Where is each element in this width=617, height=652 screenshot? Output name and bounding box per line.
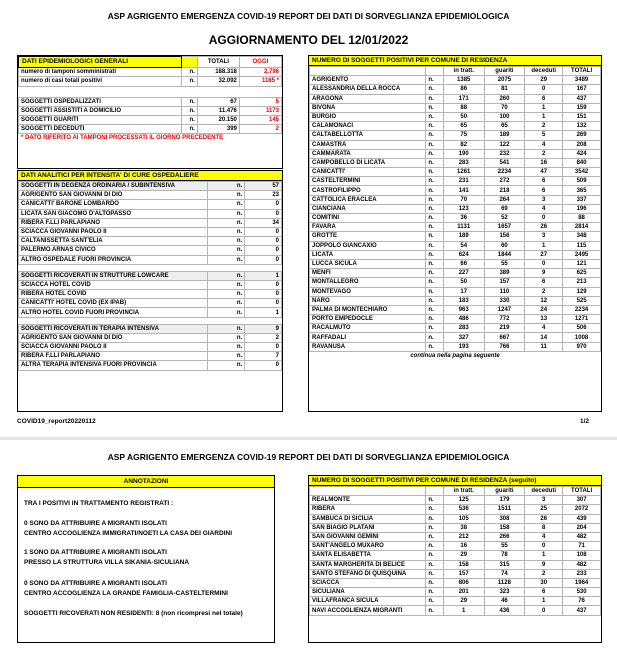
col-totali: TOTALI: [563, 487, 601, 496]
comune-row: MONTALLEGRO n. 50 157 6 213: [310, 278, 601, 287]
report-header-2: ASP AGRIGENTO EMERGENZA COVID-19 REPORT DEI DATI DI SORVEGLIANZA EPIDEMIOLOGICA: [107, 452, 510, 462]
col-totali: TOTALI: [197, 57, 239, 68]
col-in-tratt: in tratt.: [443, 487, 484, 496]
col-totali: TOTALI: [563, 67, 601, 76]
hospital-row: CALTANISSETTA SANT'ELIA n. 0: [19, 237, 282, 246]
comune-row: CASTELTERMINI n. 231 272 6 509: [310, 177, 601, 186]
general-data-title: DATI EPIDEMIOLOGICI GENERALI: [19, 57, 182, 68]
comune-row: BURGIO n. 50 100 1 151: [310, 112, 601, 121]
annotation-line: PRESSO LA STRUTTURA VILLA SIKANIA-SICULIANA: [24, 559, 190, 566]
comune-row: RIBERA n. 536 1511 25 2072: [310, 505, 601, 514]
comuni-title: NUMERO DI SOGGETTI POSITIVI PER COMUNE DI RESIDENZA: [309, 56, 601, 66]
hospital-row: RIBERA HOTEL COVID n. 0: [19, 290, 282, 299]
comune-row: GROTTE n. 189 156 3 348: [310, 232, 601, 241]
general-data-panel: [17, 55, 283, 169]
col-in-tratt: in tratt.: [443, 67, 484, 76]
hospital-row: CANICATTI' HOTEL COVID (EX IPAB) n. 0: [19, 299, 282, 308]
comune-row: CALAMONACI n. 65 65 2 132: [310, 122, 601, 131]
footer-report-id: COVID19_report20220112: [17, 418, 96, 425]
comune-row: SAN BIAGIO PLATANI n. 38 158 8 204: [310, 523, 601, 532]
comune-row: RAFFADALI n. 327 667 14 1008: [310, 333, 601, 342]
annotation-line: CENTRO ACCOGLIENZA IMMIGRATI/NOETI LA CASA DEI GIARDINI: [24, 530, 232, 537]
comune-row: SAN GIOVANNI GEMINI n. 212 266 4 482: [310, 532, 601, 541]
comune-row: SANTA MARGHERITA DI BELICE n. 158 315 9 482: [310, 560, 601, 569]
comune-row: LUCCA SICULA n. 66 55 0 121: [310, 259, 601, 268]
comune-row: SANTA ELISABETTA n. 29 78 1 108: [310, 551, 601, 560]
hospital-title: DATI ANALITICI PER INTENSITA' DI CURE OSPEDALIERE: [18, 171, 282, 181]
comune-row: CASTROFILIPPO n. 141 218 6 365: [310, 186, 601, 195]
annotations-title: ANNOTAZIONI: [18, 476, 274, 488]
hospital-section-header: SOGGETTI RICOVERATI IN STRUTTURE LOWCARE n. 1: [19, 271, 282, 280]
comune-row: LICATA n. 624 1844 27 2495: [310, 250, 601, 259]
hospital-row: RIBERA F.LLI PARLAPIANO n. 7: [19, 352, 282, 361]
comune-row: CANICATTI' n. 1261 2234 47 3542: [310, 168, 601, 177]
comune-row: FAVARA n. 1131 1657 26 2814: [310, 223, 601, 232]
report-header: ASP AGRIGENTO EMERGENZA COVID-19 REPORT DEI DATI DI SORVEGLIANZA EPIDEMIOLOGICA: [107, 11, 510, 21]
hospital-row: LICATA SAN GIACOMO D'ALTOPASSO n. 0: [19, 209, 282, 218]
comuni2-panel: [308, 475, 602, 643]
comuni-panel: [308, 55, 602, 412]
general-row: SOGGETTI GUARITI n. 20.150 145: [19, 115, 282, 124]
hospital-row: ALTRO HOTEL COVID FUORI PROVINCIA n. 1: [19, 308, 282, 317]
hospital-row: SCIACCA GIOVANNI PAOLO II n. 0: [19, 343, 282, 352]
general-note: * DATO RIFERITO AI TAMPONI PROCESSATI IL GIORNO PRECEDENTE: [21, 135, 224, 142]
comune-row: SICULIANA n. 201 323 6 530: [310, 588, 601, 597]
comune-row: SANT'ANGELO MUXARO n. 16 55 0 71: [310, 542, 601, 551]
col-deceduti: deceduti: [525, 487, 563, 496]
annotation-line: 0 SONO DA ATTRIBUIRE A MIGRANTI ISOLATI: [24, 520, 167, 527]
hospital-row: SCIACCA HOTEL COVID n. 0: [19, 280, 282, 289]
comune-row: SCIACCA n. 806 1128 30 1964: [310, 578, 601, 587]
comune-row: COMITINI n. 36 52 0 88: [310, 214, 601, 223]
comune-row: CAMMARATA n. 190 232 2 424: [310, 149, 601, 158]
comune-row: CALTABELLOTTA n. 75 189 5 269: [310, 131, 601, 140]
comune-row: CAMPOBELLO DI LICATA n. 283 541 16 840: [310, 158, 601, 167]
hospital-panel: [17, 170, 283, 412]
annotation-line: TRA I POSITIVI IN TRATTAMENTO REGISTRATI :: [24, 500, 174, 507]
comuni-table: [309, 66, 601, 352]
annotation-line: CENTRO ACCOGLIENZA LA GRANDE FAMIGLIA-CASTELTERMINI: [24, 590, 228, 597]
comune-row: RACALMUTO n. 283 219 4 506: [310, 324, 601, 333]
hospital-row: AGRIGENTO SAN GIOVANNI DI DIO n. 2: [19, 333, 282, 342]
comune-row: VILLAFRANCA SICULA n. 29 46 1 76: [310, 597, 601, 606]
comuni2-title: NUMERO DI SOGGETTI POSITIVI PER COMUNE DI RESIDENZA (seguito): [309, 476, 601, 486]
comune-row: JOPPOLO GIANCAXIO n. 54 60 1 115: [310, 241, 601, 250]
hospital-row: SCIACCA GIOVANNI PAOLO II n. 0: [19, 227, 282, 236]
hospital-row: AGRIGENTO SAN GIOVANNI DI DIO n. 23: [19, 191, 282, 200]
comune-row: SAMBUCA DI SICILIA n. 105 308 26 439: [310, 514, 601, 523]
update-date-title: AGGIORNAMENTO DEL 12/01/2022: [208, 33, 409, 47]
hospital-section-header: SOGGETTI RICOVERATI IN TERAPIA INTENSIVA n. 9: [19, 324, 282, 333]
hospital-table: [18, 181, 282, 371]
comune-row: PALMA DI MONTECHIARO n. 963 1247 24 2234: [310, 305, 601, 314]
comune-row: BIVONA n. 88 70 1 159: [310, 103, 601, 112]
hospital-row: PALERMO ARNAS CIVICO n. 0: [19, 246, 282, 255]
comuni2-header-row: [310, 487, 601, 496]
comune-row: CATTOLICA ERACLEA n. 70 264 3 337: [310, 195, 601, 204]
col-guariti: guariti: [484, 487, 525, 496]
general-row: SOGGETTI OSPEDALIZZATI n. 67 5: [19, 97, 282, 106]
comune-row: SANTO STEFANO DI QUISQUINA n. 157 74 2 233: [310, 569, 601, 578]
hospital-row: ALTRO OSPEDALE FUORI PROVINCIA n. 0: [19, 255, 282, 264]
col-oggi: OGGI: [239, 57, 281, 68]
hospital-row: RIBERA F.LLI PARLAPIANO n. 34: [19, 218, 282, 227]
hospital-section-header: SOGGETTI IN DEGENZA ORDINARIA / SUBINTENSIVA n. 57: [19, 182, 282, 191]
col-deceduti: deceduti: [525, 67, 563, 76]
comune-row: REALMONTE n. 125 179 3 307: [310, 496, 601, 505]
comuni-header-row: [310, 67, 601, 76]
comuni2-table: [309, 486, 601, 616]
general-row: SOGGETTI ASSISTITI A DOMICILIO n. 11.476 1173: [19, 106, 282, 115]
continued-note: continua nella pagina seguente: [410, 352, 500, 359]
annotation-line: 1 SONO DA ATTRIBUIRE A MIGRANTI ISOLATI: [24, 549, 167, 556]
comune-row: MENFI n. 227 389 9 625: [310, 269, 601, 278]
comune-row: CIANCIANA n. 123 69 4 196: [310, 204, 601, 213]
general-data-table: [18, 56, 282, 134]
comune-row: CAMASTRA n. 82 122 4 208: [310, 140, 601, 149]
comune-row: MONTEVAGO n. 17 110 2 129: [310, 287, 601, 296]
general-row: SOGGETTI DECEDUTI n. 399 2: [19, 125, 282, 134]
comune-row: ARAGONA n. 171 260 6 437: [310, 94, 601, 103]
footer-page-number: 1/2: [580, 418, 590, 425]
general-row: numero di casi totali positivi n. 32.092 1185 *: [19, 77, 282, 86]
hospital-row: CANICATTI' BARONE LOMBARDO n. 0: [19, 200, 282, 209]
report-page-2: [0, 440, 617, 652]
comune-row: AGRIGENTO n. 1385 2075 29 3489: [310, 76, 601, 85]
annotations-panel: [17, 475, 275, 643]
general-row: numero di tamponi somministrati n. 188.318 2.796: [19, 68, 282, 77]
comune-row: NAVI ACCOGLIENZA MIGRANTI n. 1 436 0 437: [310, 606, 601, 615]
col-guariti: guariti: [484, 67, 525, 76]
comune-row: RAVANUSA n. 193 766 11 970: [310, 342, 601, 351]
comune-row: PORTO EMPEDOCLE n. 486 772 13 1271: [310, 315, 601, 324]
annotation-line: SOGGETTI RICOVERATI NON RESIDENTI: 8 (non ricompresi nel totale): [24, 610, 243, 617]
comune-row: ALESSANDRIA DELLA ROCCA n. 86 81 0 167: [310, 85, 601, 94]
hospital-row: ALTRA TERAPIA INTENSIVA FUORI PROVINCIA n. 0: [19, 361, 282, 370]
comune-row: NARO n. 183 330 12 525: [310, 296, 601, 305]
annotation-line: 0 SONO DA ATTRIBUIRE A MIGRANTI ISOLATI: [24, 580, 167, 587]
